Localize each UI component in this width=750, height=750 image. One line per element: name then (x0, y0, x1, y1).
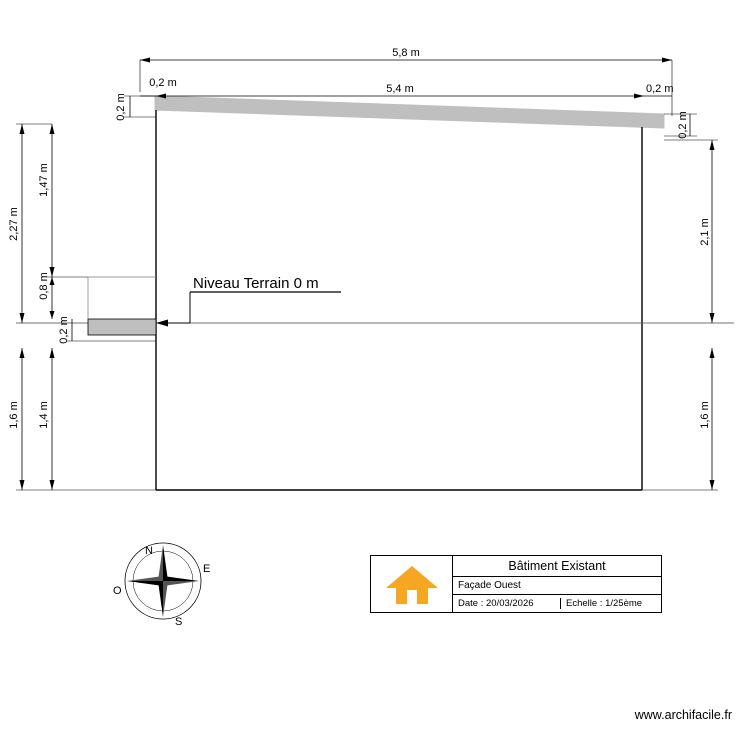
compass-label-n: N (145, 545, 153, 557)
dim-top-overall-arrow-right (662, 58, 672, 63)
dim-left-16-arrow-top (20, 348, 25, 358)
dim-left-147-arrow-top (50, 124, 55, 134)
dim-right-16-arrow-top (710, 348, 715, 358)
dim-left-02-text: 0,2 m (58, 316, 70, 344)
compass-point-w2 (127, 581, 163, 586)
dim-roof-left-text: 0,2 m (115, 93, 127, 121)
dim-top-overall-text: 5,8 m (392, 47, 420, 59)
compass-rose (113, 543, 210, 628)
compass-point-n (163, 545, 168, 581)
dim-right-21-text: 2,1 m (699, 218, 711, 246)
compass-label-w: O (113, 585, 122, 597)
dim-left-147-text: 1,47 m (38, 163, 50, 197)
dim-left-227-arrow-top (20, 124, 25, 134)
dim-right-16-text: 1,6 m (699, 401, 711, 429)
compass-point-n2 (158, 545, 163, 581)
compass-label-e: E (203, 563, 211, 575)
dim-top-inner-text: 5,4 m (386, 83, 414, 95)
dim-left-16-text: 1,6 m (8, 401, 20, 429)
dim-left-227-text: 2,27 m (8, 207, 20, 241)
step-block (88, 319, 156, 335)
dim-right-21-arrow-bot (710, 313, 715, 323)
compass-point-e2 (163, 581, 199, 586)
house-icon (371, 556, 453, 612)
dim-top-right-text: 0,2 m (646, 83, 674, 95)
dim-top-inner-arrow-right (634, 94, 644, 99)
dim-left-14-arrow-top (50, 348, 55, 358)
dim-right-21-arrow-top (710, 140, 715, 150)
dim-top-left-text: 0,2 m (149, 77, 177, 89)
title-block-rows (453, 556, 661, 612)
compass-label-s: S (175, 616, 183, 628)
dim-left-08-arrow-bot (50, 311, 55, 319)
dim-left-147-arrow-bot (50, 267, 55, 277)
compass-point-e (163, 576, 199, 581)
compass-point-w (127, 576, 163, 581)
title-block-date: Date : 20/03/2026 (453, 598, 561, 609)
house-icon-svg (384, 562, 440, 606)
dim-left-16-arrow-bot (20, 480, 25, 490)
dim-left-227-arrow-bot (20, 313, 25, 323)
dim-left-14-text: 1,4 m (38, 401, 50, 429)
ground-label-arrow (156, 320, 168, 327)
dim-left-14-arrow-bot (50, 480, 55, 490)
dim-left-08-text: 0,8 m (38, 272, 50, 300)
compass-point-s (163, 581, 168, 617)
compass-point-s2 (158, 581, 163, 617)
title-block-title: Bâtiment Existant (453, 556, 661, 577)
ground-level-label: Niveau Terrain 0 m (193, 275, 319, 292)
dim-roof-right-text: 0,2 m (677, 111, 689, 139)
title-block-footer (453, 595, 661, 612)
footer-url: www.archifacile.fr (634, 708, 732, 722)
dim-right-16-arrow-bot (710, 480, 715, 490)
dim-left-08-arrow-top (50, 277, 55, 285)
dim-top-overall-arrow-left (140, 58, 150, 63)
title-block-subtitle: Façade Ouest (453, 577, 661, 594)
roof-shape (155, 96, 664, 128)
title-block (370, 555, 662, 613)
title-block-scale: Echelle : 1/25ème (566, 597, 643, 609)
